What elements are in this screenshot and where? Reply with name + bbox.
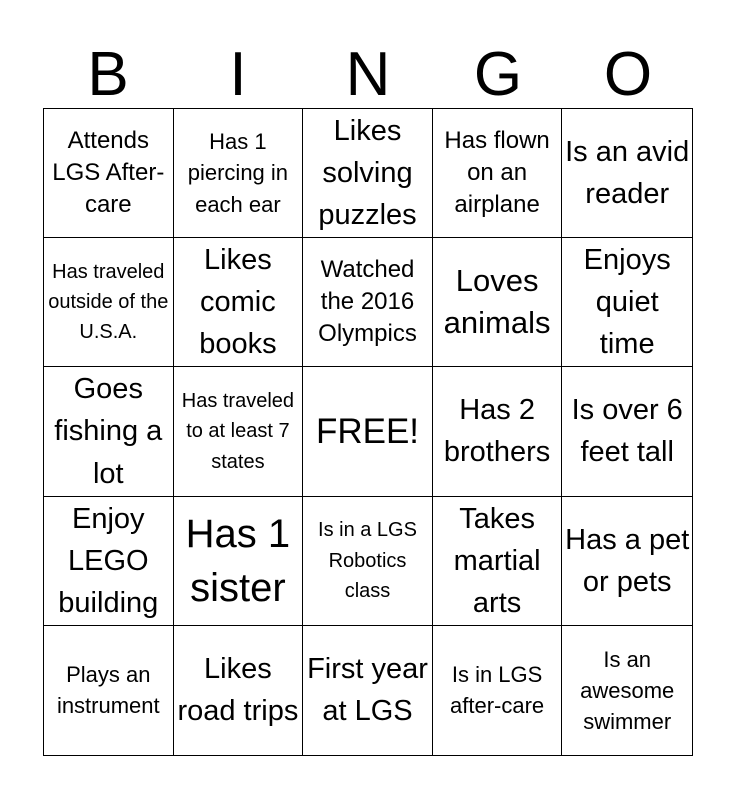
bingo-cell[interactable] [303,626,433,755]
bingo-cell[interactable] [303,109,433,238]
bingo-cell[interactable] [174,497,304,626]
bingo-cell[interactable] [562,626,692,755]
bingo-cell[interactable] [433,367,563,496]
cell-text: Has 1 piercing in each ear [187,129,289,217]
bingo-cell[interactable] [174,238,304,367]
bingo-cell[interactable] [562,497,692,626]
bingo-cell[interactable] [174,109,304,238]
cell-text: Has 2 brothers [443,394,551,469]
cell-text: Has traveled outside of the U.S.A. [48,260,169,344]
bingo-card [43,108,693,756]
bingo-cell[interactable] [303,497,433,626]
cell-text: Takes martial arts [453,502,541,619]
header-letter-b: B [87,40,129,109]
bingo-cell[interactable] [562,109,692,238]
cell-text: Likes comic books [199,244,277,361]
bingo-cell[interactable] [44,367,174,496]
cell-text: Goes fishing a lot [54,373,163,490]
cell-text: Is an avid reader [565,136,690,211]
bingo-cell[interactable] [174,626,304,755]
header-letter-i: I [229,40,247,109]
cell-text: Has 1 sister [185,511,291,610]
bingo-cell[interactable] [174,367,304,496]
cell-text: First year at LGS [307,653,428,728]
cell-text: Loves animals [443,263,551,341]
bingo-cell[interactable] [44,497,174,626]
cell-text: Enjoys quiet time [583,244,671,361]
bingo-header [43,40,693,110]
header-letter-g: G [473,40,523,109]
cell-text: Likes solving puzzles [318,115,417,232]
cell-text: Enjoy LEGO building [58,502,159,619]
cell-text: Is an awesome swimmer [580,646,675,734]
cell-text: FREE! [315,411,420,451]
bingo-cell-free[interactable] [303,367,433,496]
bingo-cell[interactable] [562,238,692,367]
cell-text: Has flown on an airplane [444,127,550,219]
bingo-cell[interactable] [44,109,174,238]
bingo-cell[interactable] [433,109,563,238]
bingo-cell[interactable] [433,238,563,367]
cell-text: Is in a LGS Robotics class [318,519,417,602]
cell-text: Attends LGS After-care [52,127,165,219]
cell-text: Is in LGS after-care [450,662,545,719]
bingo-cell[interactable] [562,367,692,496]
cell-text: Is over 6 feet tall [571,394,683,469]
cell-text: Has a pet or pets [565,523,690,598]
cell-text: Watched the 2016 Olympics [318,256,417,348]
cell-text: Likes road trips [177,653,299,728]
header-letter-n: N [345,40,391,109]
header-letter-o: O [603,40,653,109]
bingo-cell[interactable] [44,626,174,755]
cell-text: Plays an instrument [56,662,160,719]
bingo-cell[interactable] [433,497,563,626]
cell-text: Has traveled to at least 7 states [181,389,295,473]
bingo-cell[interactable] [44,238,174,367]
bingo-cell[interactable] [433,626,563,755]
bingo-cell[interactable] [303,238,433,367]
